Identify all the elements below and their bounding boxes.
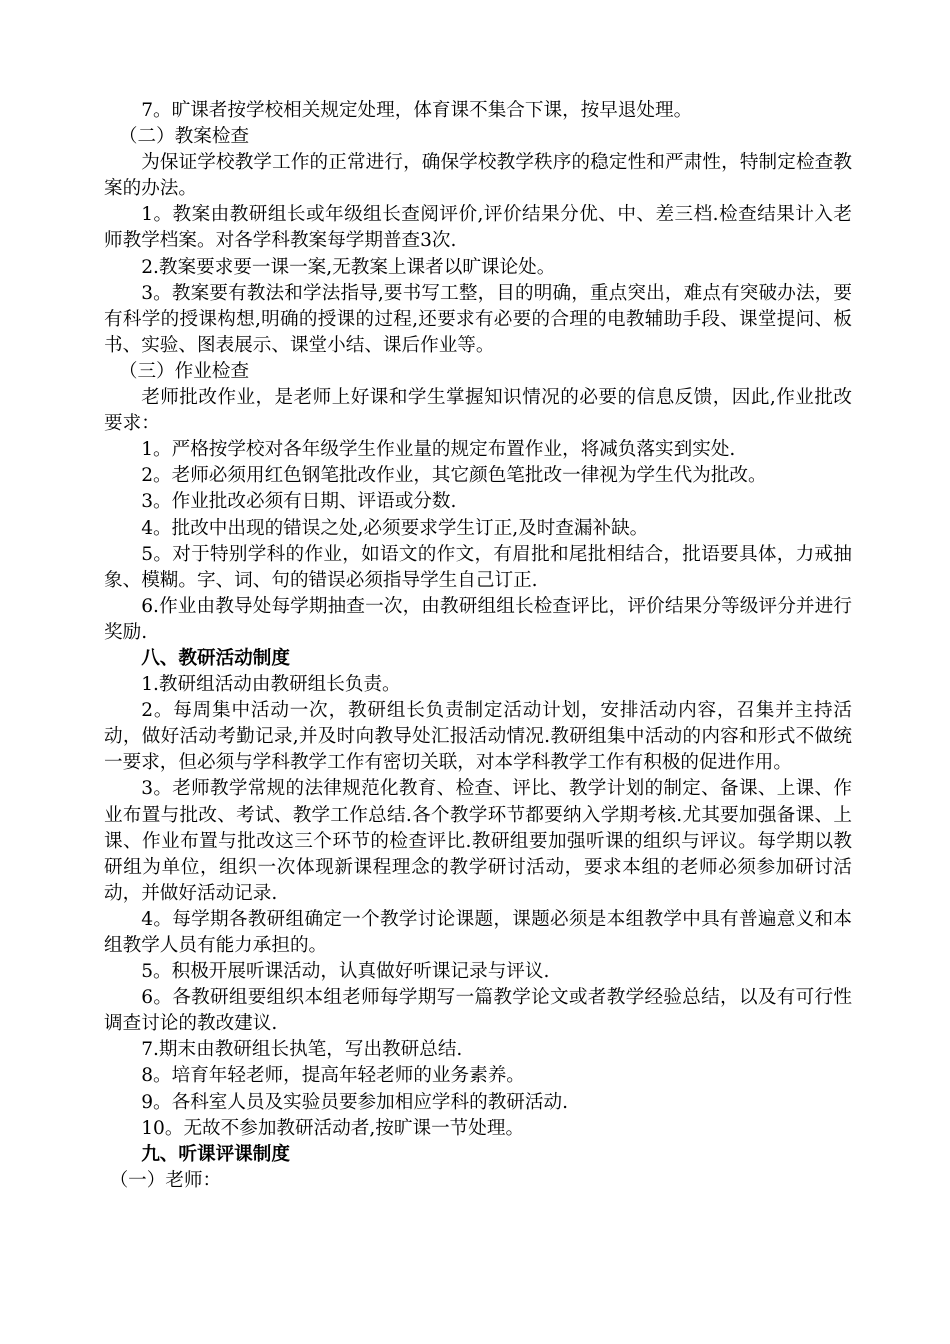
paragraph-research-rule-1: 1.教研组活动由教研组长负责。 bbox=[141, 674, 401, 696]
paragraph-research-rule-3: 3。老师教学常规的法律规范化教育、检查、评比、教学计划的制定、备课、上课、作业布置与批改、考试、教学工作总结.各个教学环节都要纳入学期考核.尤其要加强备课、上课、作业布置与批改这三个环节的检查评比.教研组要加强听课的组织与评议。每学期以教研组为单位，组织一次体现新课程理念的教学研讨活动，要求本组的老师必须参加研讨活动，并做好活动记录. bbox=[104, 778, 852, 904]
paragraph-lesson-plan-rule-3: 3。教案要有教法和学法指导,要书写工整，目的明确，重点突出，难点有突破办法，要有科学的授课构想,明确的授课的过程,还要求有必要的合理的电教辅助手段、课堂提问、板书、实验、图表展示、课堂小结、课后作业等。 bbox=[104, 282, 852, 356]
paragraph-homework-rule-3: 3。作业批改必须有日期、评语或分数. bbox=[141, 491, 457, 513]
heading-teaching-research-system: 八、教研活动制度 bbox=[141, 647, 290, 669]
paragraph-research-rule-4: 4。每学期各教研组确定一个教学讨论课题，课题必须是本组教学中具有普遍意义和本组教学人员有能力承担的。 bbox=[104, 908, 852, 956]
paragraph-research-rule-6: 6。各教研组要组织本组老师每学期写一篇教学论文或者教学经验总结，以及有可行性调查讨论的教改建议. bbox=[104, 987, 852, 1035]
subheading-homework-check: （三）作业检查 bbox=[118, 360, 250, 382]
paragraph-homework-rule-4: 4。批改中出现的错误之处,必须要求学生订正,及时查漏补缺。 bbox=[141, 517, 649, 539]
paragraph-lesson-plan-rule-2: 2.教案要求要一课一案,无教案上课者以旷课论处。 bbox=[141, 256, 556, 278]
heading-lesson-observation-system: 九、听课评课制度 bbox=[141, 1143, 290, 1165]
paragraph-homework-rule-1: 1。严格按学校对各年级学生作业量的规定布置作业，将减负落实到实处. bbox=[141, 439, 736, 461]
paragraph-truancy-rule-7: 7。旷课者按学校相关规定处理，体育课不集合下课，按早退处理。 bbox=[141, 100, 693, 121]
paragraph-lesson-plan-intro: 为保证学校教学工作的正常进行，确保学校教学秩序的稳定性和严肃性，特制定检查教案的办法。 bbox=[104, 152, 852, 200]
paragraph-research-rule-5: 5。积极开展听课活动，认真做好听课记录与评议. bbox=[141, 961, 550, 983]
paragraph-homework-intro: 老师批改作业，是老师上好课和学生掌握知识情况的必要的信息反馈，因此,作业批改要求： bbox=[104, 387, 852, 435]
paragraph-research-rule-8: 8。培育年轻老师，提高年轻老师的业务素养。 bbox=[141, 1065, 525, 1087]
paragraph-research-rule-7: 7.期末由教研组长执笔，写出教研总结. bbox=[141, 1039, 463, 1061]
subheading-teachers: （一）老师： bbox=[109, 1169, 222, 1191]
paragraph-homework-rule-5: 5。对于特别学科的作业，如语文的作文，有眉批和尾批相结合，批语要具体，力戒抽象、模糊。字、词、句的错误必须指导学生自己订正. bbox=[104, 543, 852, 591]
paragraph-homework-rule-2: 2。老师必须用红色钢笔批改作业，其它颜色笔批改一律视为学生代为批改。 bbox=[141, 465, 767, 487]
paragraph-homework-rule-6: 6.作业由教导处每学期抽查一次，由教研组组长检查评比，评价结果分等级评分并进行奖励. bbox=[104, 595, 852, 643]
subheading-lesson-plan-check: （二）教案检查 bbox=[118, 126, 250, 148]
paragraph-lesson-plan-rule-1: 1。教案由教研组长或年级组长查阅评价,评价结果分优、中、差三档.检查结果计入老师教学档案。对各学科教案每学期普查3次. bbox=[104, 204, 852, 252]
paragraph-research-rule-10: 10。无故不参加教研活动者,按旷课一节处理。 bbox=[141, 1117, 525, 1139]
paragraph-research-rule-2: 2。每周集中活动一次，教研组长负责制定活动计划，安排活动内容，召集并主持活动，做好活动考勤记录,并及时向教导处汇报活动情况.教研组集中活动的内容和形式不做统一要求，但必须与学科教学工作有密切关联，对本学科教学工作有积极的促进作用。 bbox=[104, 700, 852, 774]
paragraph-research-rule-9: 9。各科室人员及实验员要参加相应学科的教研活动. bbox=[141, 1091, 568, 1113]
